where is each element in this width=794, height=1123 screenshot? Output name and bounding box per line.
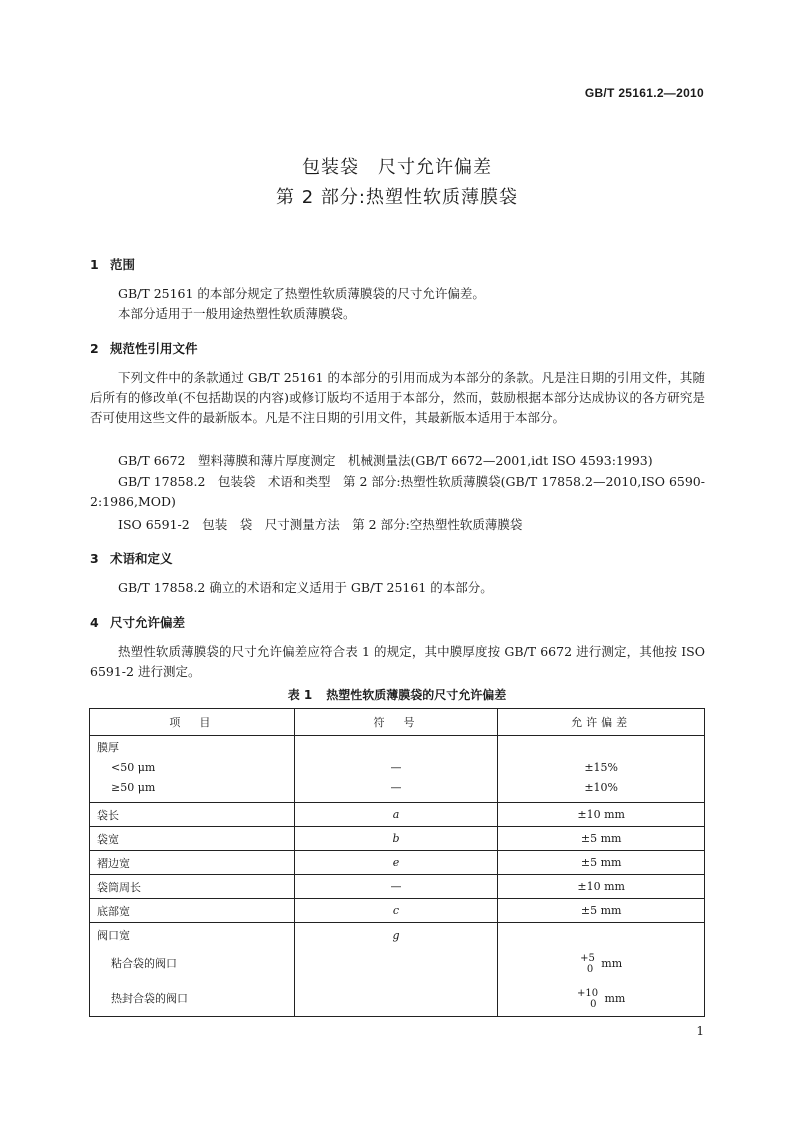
tolerance-unit: mm: [604, 992, 626, 1005]
item-cell: 袋长: [90, 803, 295, 827]
symbol-value: g: [392, 929, 400, 942]
document-subtitle: 第 2 部分:热塑性软质薄膜袋: [276, 187, 518, 208]
tolerance-table: [89, 708, 705, 1017]
symbol-cell: [294, 736, 498, 803]
table-row: [90, 736, 705, 803]
tolerance-unit: mm: [601, 957, 623, 970]
tolerance-lower: 0: [590, 999, 597, 1010]
item-sublabel: 粘合袋的阀口: [111, 957, 177, 970]
tolerance-upper: +5: [580, 953, 595, 964]
tolerance-lower: 0: [586, 964, 594, 975]
column-header: 符 号: [294, 709, 498, 736]
item-label: 膜厚: [97, 741, 119, 754]
item-label: 阀口宽: [97, 929, 130, 942]
section-heading-normative-references: [90, 339, 198, 357]
paragraph: 下列文件中的条款通过 GB/T 25161 的本部分的引用而成为本部分的条款。凡是注日期的引用文件，其随后所有的修改单(不包括勘误的内容)或修订版均不适用于本部分，然而，鼓励根据本部分达成协议的各方研究是否可使用这些文件的最新版本。凡是不注日期的引用文件，其最新版本适用于本部分。: [90, 370, 705, 425]
paragraph: 热塑性软质薄膜袋的尺寸允许偏差应符合表 1 的规定，其中膜厚度按 GB/T 6672 进行测定，其他按 ISO 6591-2 进行测定。: [90, 644, 705, 679]
symbol-value: —: [390, 781, 402, 794]
symbol-cell: a: [294, 803, 498, 827]
paragraph: GB/T 17858.2 确立的术语和定义适用于 GB/T 25161 的本部分。: [118, 580, 493, 595]
table-header-row: [90, 709, 705, 736]
item-cell: 袋宽: [90, 827, 295, 851]
symbol-cell: c: [294, 899, 498, 923]
table-caption: [0, 686, 794, 703]
table-row: [90, 923, 705, 1017]
symbol-cell: [294, 923, 498, 1017]
section-title: 术语和定义: [110, 551, 173, 566]
tolerance-upper: +10: [576, 988, 599, 999]
table-number: 表 1: [287, 688, 313, 702]
section-number: 1: [90, 257, 99, 272]
section-number: 2: [90, 341, 99, 356]
item-cell: 袋筒周长: [90, 875, 295, 899]
tolerance-cell: ±5 mm: [498, 827, 705, 851]
tolerance-value: ±10%: [584, 781, 618, 794]
item-cell: 褶边宽: [90, 851, 295, 875]
symbol-cell: —: [294, 875, 498, 899]
standard-number: GB/T 25161.2—2010: [584, 86, 704, 100]
item-sublabel: <50 μm: [111, 761, 156, 774]
table-row: [90, 851, 705, 875]
tolerance-cell: ±5 mm: [498, 899, 705, 923]
reference-item: GB/T 6672 塑料薄膜和薄片厚度测定 机械测量法(GB/T 6672—2001,idt ISO 4593:1993): [118, 453, 653, 468]
symbol-value: —: [390, 761, 402, 774]
item-cell: [90, 736, 295, 803]
column-header: 允许偏差: [498, 709, 705, 736]
table-title: 热塑性软质薄膜袋的尺寸允许偏差: [326, 688, 507, 702]
item-cell: [90, 923, 295, 1017]
tolerance-cell: ±10 mm: [498, 803, 705, 827]
symbol-cell: e: [294, 851, 498, 875]
section-heading-tolerances: [90, 613, 185, 631]
table-row: [90, 899, 705, 923]
paragraph: 本部分适用于一般用途热塑性软质薄膜袋。: [118, 306, 356, 321]
section-title: 范围: [110, 257, 136, 272]
column-header: 项 目: [90, 709, 295, 736]
section-title: 规范性引用文件: [110, 341, 198, 356]
item-cell: 底部宽: [90, 899, 295, 923]
tolerance-value: ±15%: [584, 761, 618, 774]
table-row: [90, 827, 705, 851]
section-number: 4: [90, 615, 99, 630]
paragraph: GB/T 25161 的本部分规定了热塑性软质薄膜袋的尺寸允许偏差。: [118, 286, 485, 301]
tolerance-value: [498, 989, 704, 1009]
tolerance-cell: [498, 736, 705, 803]
section-heading-terms: [90, 549, 173, 567]
table-row: [90, 875, 705, 899]
page-number: 1: [696, 1024, 704, 1038]
reference-item: GB/T 17858.2 包装袋 术语和类型 第 2 部分:热塑性软质薄膜袋(GB/T 17858.2—2010,ISO 6590-2:1986,MOD): [90, 474, 705, 509]
table-row: [90, 803, 705, 827]
tolerance-cell: ±10 mm: [498, 875, 705, 899]
reference-item: ISO 6591-2 包装 袋 尺寸测量方法 第 2 部分:空热塑性软质薄膜袋: [118, 517, 523, 532]
symbol-cell: b: [294, 827, 498, 851]
section-heading-scope: [90, 255, 135, 273]
section-number: 3: [90, 551, 99, 566]
tolerance-value: [498, 954, 704, 974]
document-title: 包装袋 尺寸允许偏差: [302, 157, 492, 178]
item-sublabel: 热封合袋的阀口: [111, 992, 188, 1005]
section-title: 尺寸允许偏差: [110, 615, 186, 630]
tolerance-cell: [498, 923, 705, 1017]
tolerance-cell: ±5 mm: [498, 851, 705, 875]
item-sublabel: ≥50 μm: [111, 781, 156, 794]
